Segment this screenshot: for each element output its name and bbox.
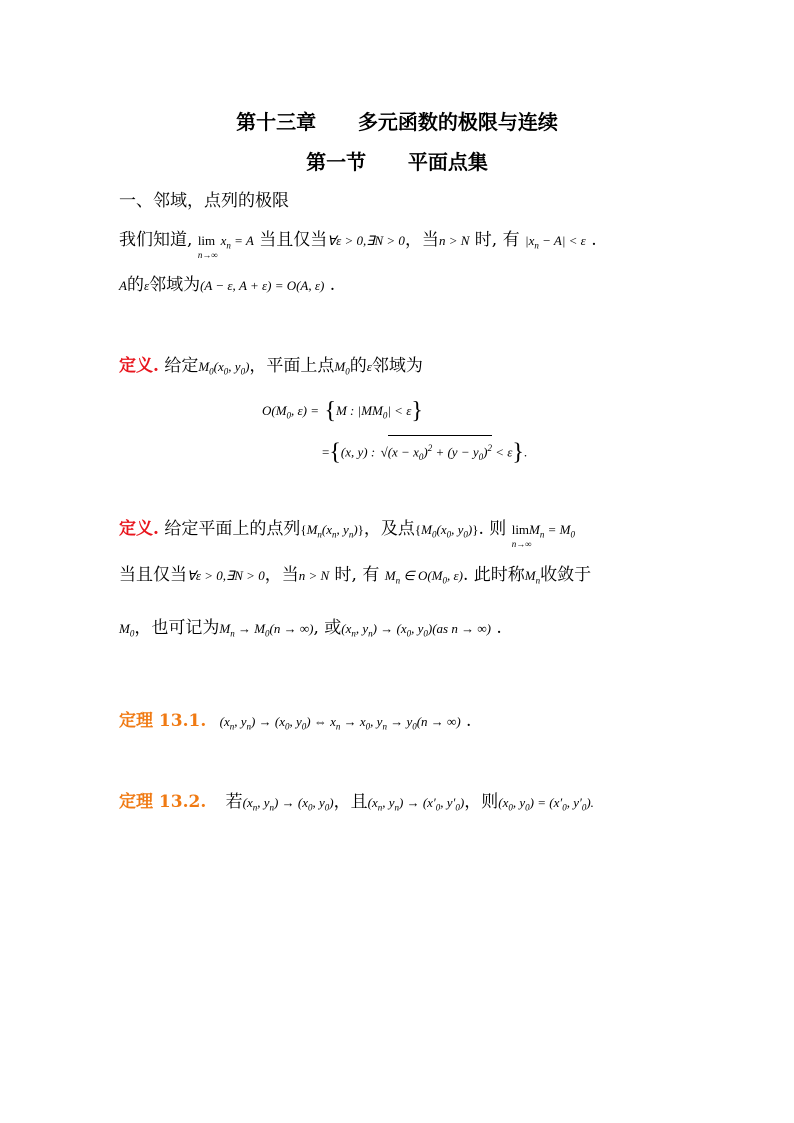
- text: ，则: [464, 792, 499, 812]
- text: ，当: [404, 230, 439, 250]
- sub: n: [382, 721, 387, 732]
- sub: 0: [307, 802, 313, 813]
- sup: 2: [427, 443, 433, 453]
- set-var: (x, y) :: [340, 444, 376, 460]
- sub: n: [230, 628, 235, 639]
- set-body: [335, 403, 412, 421]
- a: (x: [436, 522, 447, 537]
- tail: , ε) =: [291, 403, 320, 418]
- t: < ε: [491, 444, 513, 460]
- sub: n: [252, 802, 258, 813]
- sub: n: [348, 529, 354, 540]
- chapter-title: 第十三章 多元函数的极限与连续: [236, 110, 558, 134]
- sub: 0: [345, 366, 350, 377]
- lim: lim: [511, 522, 530, 537]
- point-m0: [334, 359, 350, 377]
- sub: n: [535, 575, 541, 586]
- definition-2-line-3: [119, 617, 502, 645]
- sub: n: [394, 802, 399, 813]
- t: → M: [234, 621, 266, 636]
- x: x: [220, 233, 227, 248]
- m: M: [334, 359, 346, 374]
- expr-b: [367, 795, 465, 813]
- lim-subscript: n→∞: [197, 250, 218, 260]
- theorem-13-2: [119, 791, 594, 819]
- text: 收敛于: [540, 565, 592, 585]
- period: .: [490, 618, 502, 638]
- text: 我们知道,: [119, 230, 193, 250]
- sub: 0: [412, 721, 417, 732]
- m: M: [219, 621, 231, 636]
- a: (x: [321, 522, 333, 537]
- close: ): [245, 359, 250, 374]
- t: , y′: [440, 795, 456, 810]
- section-title: 第一节 平面点集: [306, 150, 488, 174]
- t: , y: [289, 714, 302, 729]
- sub: 0: [455, 802, 460, 813]
- t: ) → (x: [251, 714, 285, 729]
- limit-operator: [197, 229, 218, 260]
- a: , y: [451, 522, 464, 537]
- ineq-tail: − A| < ε: [538, 233, 586, 248]
- m: M: [198, 359, 210, 374]
- sub: n: [368, 628, 373, 639]
- brace: {: [300, 522, 307, 537]
- o: O(M: [262, 403, 287, 418]
- args: (x: [213, 359, 224, 374]
- convergence-expr: [219, 621, 314, 639]
- t: (x: [367, 795, 378, 810]
- definition-label: 定义.: [119, 519, 159, 539]
- t: , y: [355, 621, 369, 636]
- expr-c: [498, 795, 594, 813]
- t: ): [423, 444, 428, 460]
- sub: 0: [478, 451, 484, 462]
- t: , y: [411, 621, 424, 636]
- sup: 2: [487, 443, 492, 453]
- m: M: [421, 522, 432, 537]
- expr-a: [242, 795, 334, 813]
- sub: n: [269, 802, 275, 813]
- period: .: [324, 275, 336, 295]
- theorem-13-1: [119, 710, 471, 738]
- text: ，且: [333, 792, 368, 812]
- t: (x − x: [387, 444, 419, 460]
- a: , y: [336, 522, 349, 537]
- text: . 则: [478, 519, 507, 539]
- sub: 0: [284, 721, 290, 732]
- sub: 0: [324, 802, 330, 813]
- membership-expr: [384, 568, 463, 586]
- sub: 0: [406, 628, 412, 639]
- sub: n: [226, 240, 231, 251]
- sub: 0: [365, 721, 371, 732]
- neighborhood-formula-1: [262, 399, 423, 427]
- brace-open: {: [329, 439, 341, 466]
- c: ): [353, 522, 358, 537]
- brace: }: [472, 522, 479, 537]
- t: , y: [312, 795, 325, 810]
- m0: [119, 621, 135, 639]
- limit-definition-line: [119, 229, 597, 260]
- sub: n: [534, 240, 539, 251]
- t: (x: [219, 714, 230, 729]
- text: 若: [225, 792, 243, 812]
- period: .: [460, 711, 472, 731]
- period: .: [585, 230, 597, 250]
- t: , ε): [447, 568, 463, 583]
- t: ) → (x: [372, 621, 407, 636]
- text: . 此时称: [462, 565, 525, 585]
- t: ∈ O(M: [400, 568, 443, 583]
- sub: n: [332, 529, 337, 540]
- text: 时, 有: [469, 230, 520, 250]
- text: ，当: [264, 565, 299, 585]
- sub: 0: [286, 410, 292, 421]
- interval-expr: (A − ε, A + ε) = O(A, ε): [200, 278, 325, 293]
- abs-open: |x: [525, 233, 535, 248]
- text: 时, 有: [329, 565, 380, 585]
- t: (x: [242, 795, 253, 810]
- text: ，平面上点: [249, 356, 335, 376]
- definition-label: 定义.: [119, 356, 159, 376]
- definition-2-line-1: [119, 518, 575, 549]
- point: [421, 522, 473, 540]
- limit-expr: [529, 522, 575, 540]
- tail: | < ε: [387, 403, 412, 418]
- sub: 0: [240, 366, 246, 377]
- t: ).: [586, 795, 594, 810]
- t: (x: [498, 795, 509, 810]
- coordinate-convergence-expr: [341, 621, 491, 639]
- sqrt-body: [388, 435, 492, 468]
- sub: n: [539, 529, 545, 540]
- text: 当且仅当: [119, 565, 187, 585]
- t: ): [483, 444, 488, 460]
- brace: }: [357, 522, 364, 537]
- brace: {: [414, 522, 422, 537]
- t: (n → ∞): [269, 621, 314, 636]
- text: ，及点: [363, 519, 415, 539]
- m: M: [306, 522, 318, 537]
- theorem-label: 定理 13.1.: [119, 711, 207, 731]
- sub: n: [395, 575, 401, 586]
- condition: ∀ε > 0,∃N > 0: [187, 568, 265, 583]
- text: 邻域为: [371, 356, 423, 376]
- sqrt-sign: √: [380, 444, 388, 460]
- sub: 0: [382, 410, 388, 421]
- text: 邻域为: [149, 275, 201, 295]
- t: , y: [257, 795, 270, 810]
- t: ) → (x: [274, 795, 308, 810]
- neighborhood-line: [119, 274, 335, 297]
- m: M: [384, 568, 396, 583]
- brace-close: }: [512, 439, 524, 466]
- limit-operator: [511, 518, 532, 549]
- definition-2-line-2: [119, 564, 591, 592]
- t: )(as n → ∞): [427, 621, 491, 636]
- sub: 0: [129, 628, 135, 639]
- sub: 0: [446, 529, 452, 540]
- theorem-label: 定理 13.2.: [119, 792, 207, 812]
- sub: 0: [423, 628, 428, 639]
- epsilon: ε: [143, 278, 150, 293]
- sub: 0: [432, 529, 437, 540]
- sub: n: [351, 628, 356, 639]
- t: , y: [382, 795, 395, 810]
- args: , y: [228, 359, 241, 374]
- t: , y′: [566, 795, 582, 810]
- subsection-heading: 一、邻域，点列的极限: [119, 191, 289, 211]
- sub: 0: [508, 802, 513, 813]
- c: ): [467, 522, 473, 537]
- eq-lhs: [262, 403, 320, 421]
- t: , y: [370, 714, 383, 729]
- m: M: [119, 621, 130, 636]
- sub: 0: [442, 575, 447, 586]
- a: A: [119, 278, 127, 293]
- t: ): [459, 795, 465, 810]
- mn: [524, 568, 541, 586]
- t: , y: [512, 795, 526, 810]
- sub: n: [317, 529, 322, 540]
- sub: 0: [463, 529, 468, 540]
- t: ): [329, 795, 334, 810]
- sequence: [306, 522, 358, 540]
- condition-2: n > N: [298, 568, 330, 583]
- t: → y: [386, 714, 413, 729]
- brace-open: {: [324, 398, 336, 424]
- period: .: [523, 444, 528, 460]
- eq: = A: [230, 233, 254, 248]
- t: , y: [234, 714, 247, 729]
- sub: 0: [562, 802, 567, 813]
- condition-2: n > N: [438, 233, 470, 248]
- sub: 0: [570, 529, 575, 540]
- t: ) ⇔ x: [306, 714, 336, 729]
- sub: 0: [525, 802, 530, 813]
- inequality: [525, 233, 586, 251]
- m: M: [524, 568, 536, 583]
- lim: lim: [197, 233, 216, 248]
- sub: n: [229, 721, 235, 732]
- sub: n: [377, 802, 383, 813]
- brace-close: }: [411, 398, 423, 424]
- sub: 0: [209, 366, 214, 377]
- sub: n: [335, 721, 341, 732]
- t: ) = (x′: [529, 795, 563, 810]
- text: ，也可记为: [134, 618, 220, 638]
- sub: 0: [223, 366, 229, 377]
- t: ) → (x′: [399, 795, 436, 810]
- t: (x: [341, 621, 352, 636]
- sub: 0: [301, 721, 307, 732]
- t: (n → ∞): [416, 714, 461, 729]
- text: 当且仅当: [259, 230, 328, 250]
- condition: ∀ε > 0,∃N > 0: [327, 233, 405, 248]
- sub: 0: [265, 628, 270, 639]
- text: 的: [349, 356, 367, 376]
- epsilon: ε: [366, 359, 372, 374]
- text: 的: [126, 275, 144, 295]
- t: → x: [340, 714, 366, 729]
- sub: n: [246, 721, 252, 732]
- sub: 0: [581, 802, 587, 813]
- sub: 0: [435, 802, 441, 813]
- t: + (y − y: [432, 444, 479, 460]
- text: 给定平面上的点列: [164, 519, 301, 539]
- theorem-expr: [219, 714, 461, 732]
- point-m0: [198, 359, 250, 377]
- set: M : |MM: [335, 403, 383, 418]
- text: 给定: [164, 356, 199, 376]
- lim-subscript: n→∞: [511, 539, 532, 549]
- definition-1-line: [119, 355, 423, 383]
- t: = M: [544, 522, 571, 537]
- equals: =: [322, 444, 330, 460]
- text: , 或: [313, 618, 342, 638]
- neighborhood-formula-2: [322, 435, 527, 468]
- m: M: [529, 522, 540, 537]
- sub: 0: [418, 451, 424, 462]
- sequence-expr: [220, 233, 254, 251]
